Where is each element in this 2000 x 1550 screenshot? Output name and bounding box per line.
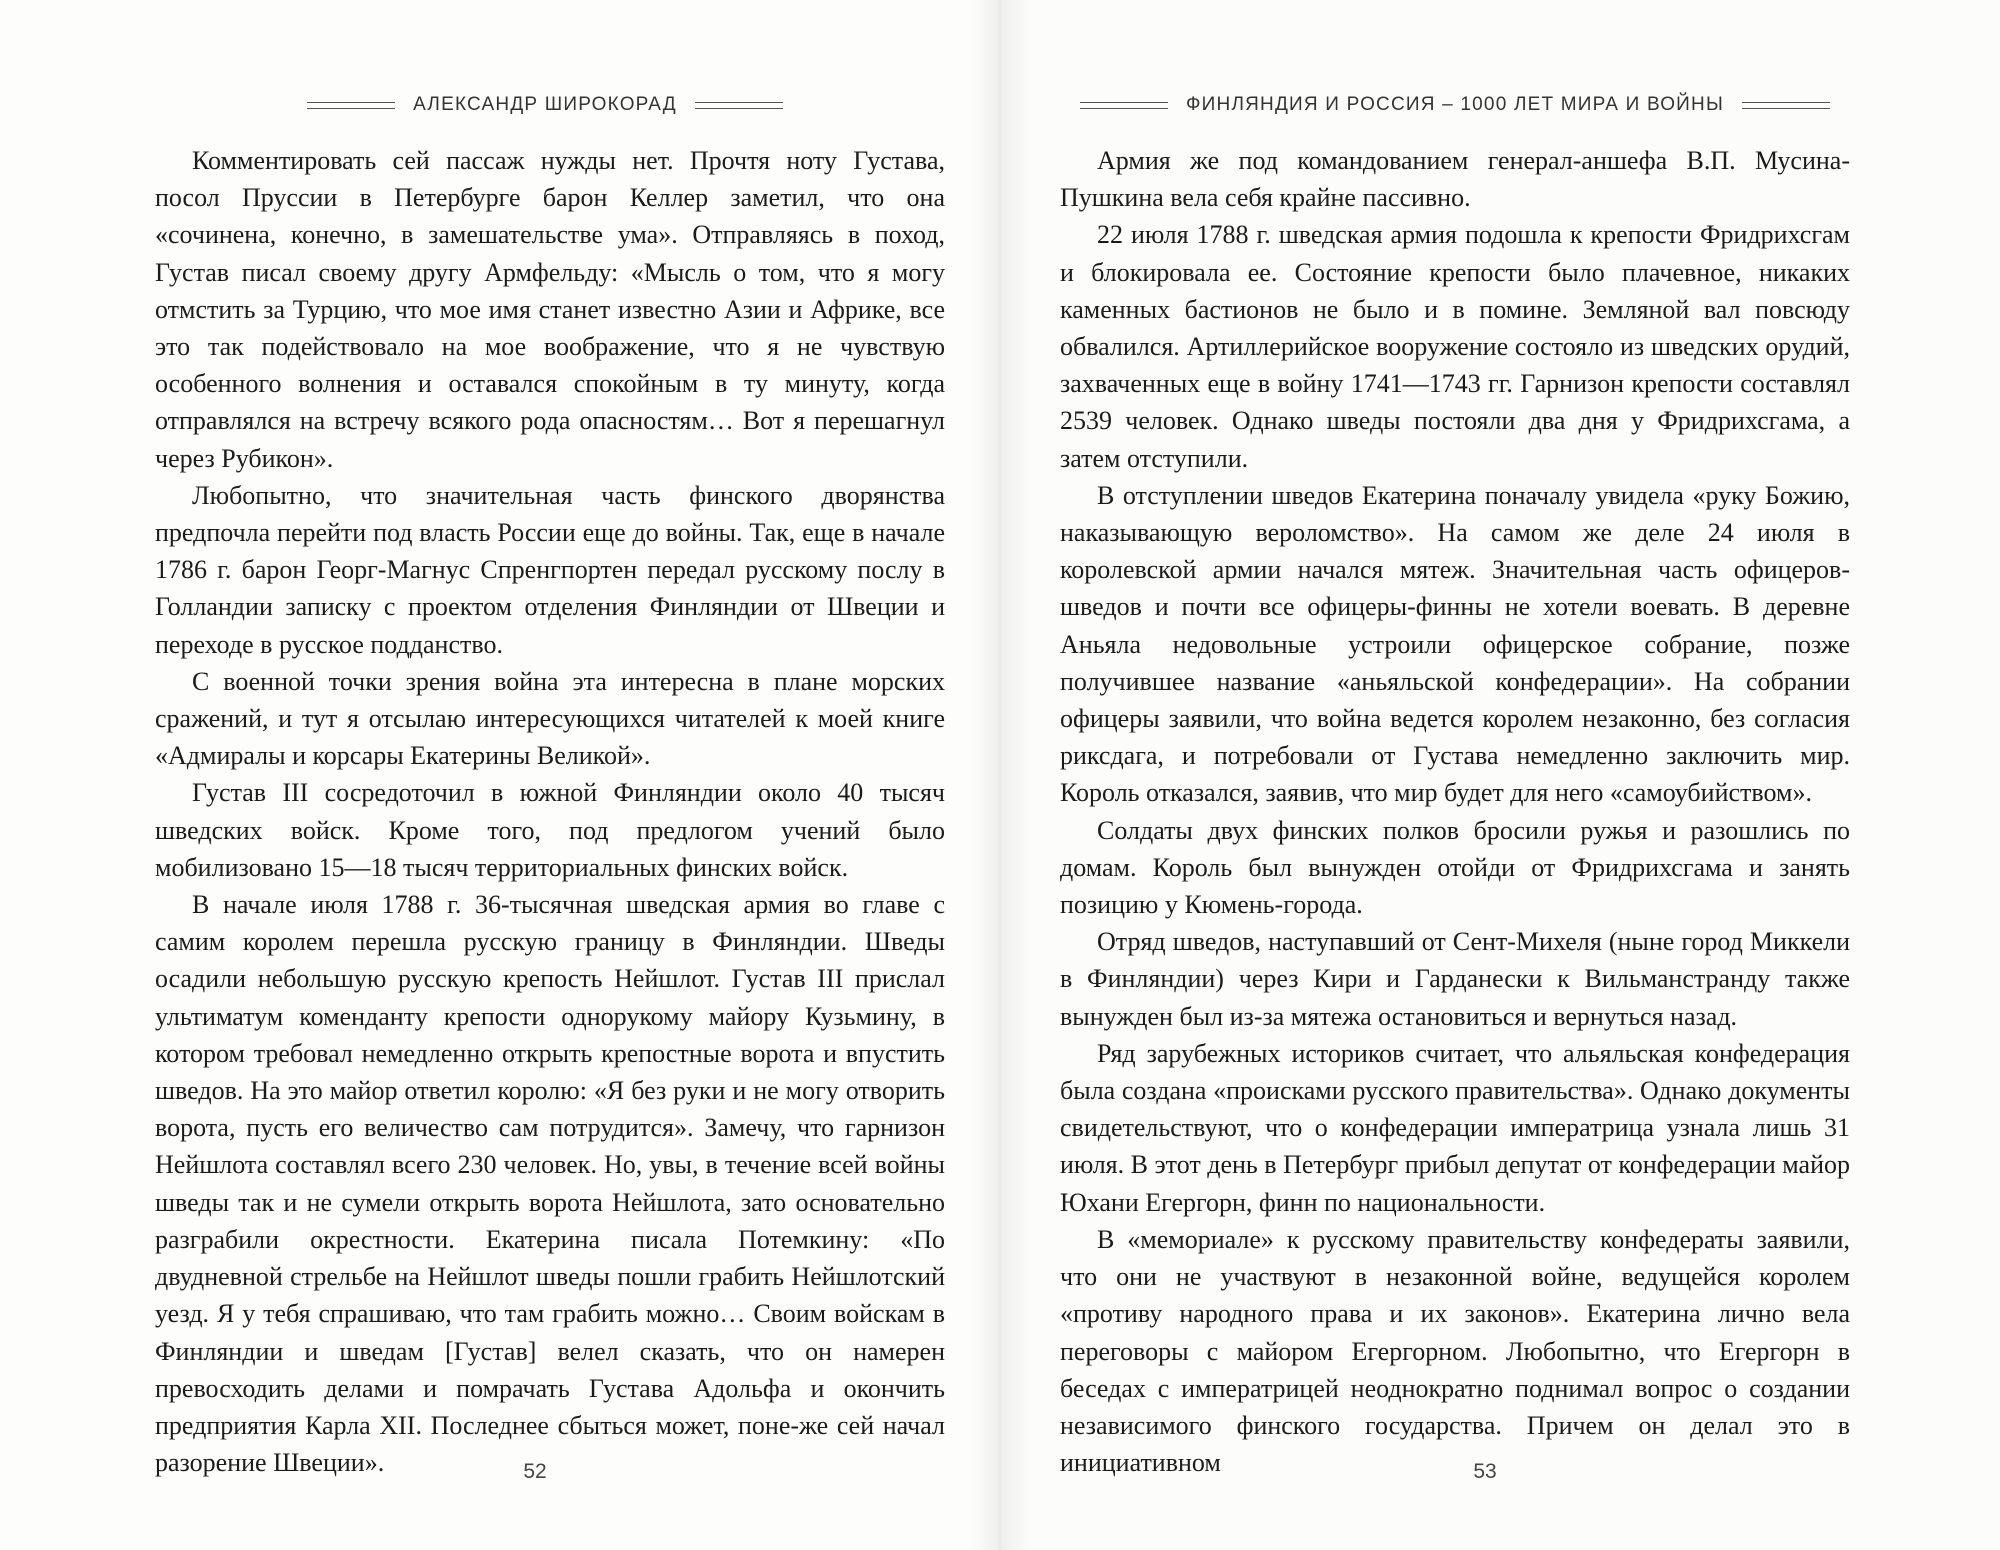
header-rule-right: [1742, 102, 1830, 109]
paragraph: С военной точки зрения война эта интересна в плане морских сражений, и тут я отсылаю интересующихся читателей к моей книге «Адмиралы и корсары Екатерины Великой».: [155, 666, 945, 771]
paragraph: Отряд шведов, наступавший от Сент-Михеля (ныне город Миккели в Финляндии) через Кири и Гарданески к Вильманстранду также вынужден был из-за мятежа остановиться и вернуться назад.: [1060, 927, 1850, 1031]
paragraph: Ряд зарубежных историков считает, что альяльская конфедерация была создана «происками русского правительства». Однако документы свидетельствуют, что о конфедерации императрица узнала лишь 31 июля. В этот день в Петербург прибыл депутат от конфедерации майор Юхани Егергорн, финн по национальности.: [1060, 1038, 1850, 1217]
right-page: [1000, 0, 2000, 1550]
paragraph: Комментировать сей пассаж нужды нет. Прочтя ноту Густава, посол Пруссии в Петербурге барон Келлер заметил, что она «сочинена, конечно, в замешательстве ума». Отправляясь в поход, Густав писал своему другу Армфельду: «Мысль о том, что я могу отмстить за Турцию, что мое имя станет известно Азии и Африке, все это так подействовало на мое воображение, что я не чувствую особенного волнения и оставался спокойным в ту минуту, когда отправлялся на встречу всякого рода опасностям… Вот я перешагнул через Рубикон».: [155, 146, 945, 473]
book-title: ФИНЛЯНДИЯ И РОССИЯ – 1000 ЛЕТ МИРА И ВОЙНЫ: [1186, 94, 1724, 115]
right-page-body: [1060, 142, 1850, 1481]
paragraph: Армия же под командованием генерал-аншефа В.П. Мусина-Пушкина вела себя крайне пассивно.: [1060, 146, 1850, 213]
header-rule-left: [307, 102, 395, 109]
right-running-header: [1065, 88, 1845, 122]
paragraph: В начале июля 1788 г. 36-тысячная шведская армия во главе с самим королем перешла русскую границу в Финляндии. Шведы осадили небольшую русскую крепость Нейшлот. Густав III прислал ультиматум коменданту крепости однорукому майору Кузьмину, в котором требовал немедленно открыть крепостные ворота и впустить шведов. На это майор ответил королю: «Я без руки и не могу отворить ворота, пусть его величество сам потрудится». Замечу, что гарнизон Нейшлота составлял всего 230 человек. Но, увы, в течение всей войны шведы так и не сумели открыть ворота Нейшлота, зато основательно разграбили окрестности. Екатерина писала Потемкину: «По двудневной стрельбе на Нейшлот шведы пошли грабить Нейшлотский уезд. Я у тебя спрашиваю, что там грабить можно… Своим войскам в Финляндии и шведам [Густав] велел сказать, что он намерен превосходить делами и помрачать Густава Адольфа и окончить предприятия Карла XII. Последнее сбыться может, поне-же сей начал разорение Швеции».: [155, 890, 945, 1478]
paragraph: Любопытно, что значительная часть финского дворянства предпочла перейти под власть России еще до войны. Так, еще в начале 1786 г. барон Георг-Магнус Спренгпортен передал русскому послу в Голландии записку с проектом отделения Финляндии от Швеции и переходе в русское подданство.: [155, 480, 945, 659]
author-name: АЛЕКСАНДР ШИРОКОРАД: [413, 94, 677, 115]
left-page-body: [155, 142, 945, 1481]
paragraph: Солдаты двух финских полков бросили ружья и разошлись по домам. Король был вынужден отойди от Фридрихсгама и занять позицию у Кюмень-города.: [1060, 815, 1850, 920]
paragraph: В «мемориале» к русскому правительству конфедераты заявили, что они не участвуют в незаконной войне, ведущейся королем «противу народного права и их законов». Екатерина лично вела переговоры с майором Егергорном. Любопытно, что Егергорн в беседах с императрицей неоднократно поднимал вопрос о создании независимого финского государства. Причем он делал это в инициативном: [1060, 1224, 1850, 1478]
page-number: 53: [1473, 1460, 1497, 1483]
paragraph: В отступлении шведов Екатерина поначалу увидела «руку Божию, наказывающую вероломство». На самом же деле 24 июля в королевской армии начался мятеж. Значительная часть офицеров-шведов и почти все офицеры-финны не хотели воевать. В деревне Аньяла недовольные устроили офицерское собрание, позже получившее название «аньяльской конфедерации». На собрании офицеры заявили, что война ведется королем незаконно, без согласия риксдага, и потребовали от Густава немедленно заключить мир. Король отказался, заявив, что мир будет для него «самоубийством».: [1060, 480, 1850, 808]
paragraph: Густав III сосредоточил в южной Финляндии около 40 тысяч шведских войск. Кроме того, под предлогом учений было мобилизовано 15—18 тысяч территориальных финских войск.: [155, 778, 945, 882]
page-number: 52: [523, 1460, 547, 1483]
header-rule-left: [1080, 102, 1168, 109]
header-rule-right: [695, 102, 783, 109]
paragraph: 22 июля 1788 г. шведская армия подошла к крепости Фридрихсгам и блокировала ее. Состояние крепости было плачевное, никаких каменных бастионов не было и в помине. Земляной вал повсюду обвалился. Артиллерийское вооружение состояло из шведских орудий, захваченных еще в войну 1741—1743 гг. Гарнизон крепости составлял 2539 человек. Однако шведы постояли два дня у Фридрихсгама, а затем отступили.: [1060, 220, 1850, 473]
left-running-header: [155, 88, 935, 122]
